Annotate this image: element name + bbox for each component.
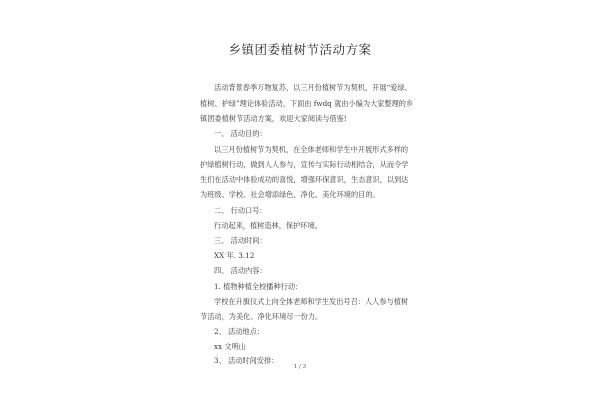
section1-heading: 一、 活动目的： bbox=[214, 129, 267, 138]
section1-line-4: 为班级、学校、社会增添绿色，净化、美化环境的目的。 bbox=[200, 190, 380, 199]
document-title: 乡镇团委植树节活动方案 bbox=[228, 42, 372, 57]
section1-line-1: 以三月份植树节为契机，在全体老师和学生中开展形式多样的 bbox=[214, 145, 409, 154]
section2-text: 行动起来，植树造林，保护环境。 bbox=[214, 221, 322, 230]
intro-line-1: 活动背景春季万物复苏，以三月份植树节为契机，开展“爱绿、 bbox=[214, 83, 412, 92]
section1-line-3: 生们在活动中体验成功的喜悦，增强环保意识，生态意识，以到达 bbox=[200, 175, 409, 184]
section1-line-2: 护绿植树行动，做到人人参与，宣传与实际行动相结合，从而令学 bbox=[200, 160, 409, 169]
section4-item-1: 1. 植物种植全校播种行动： bbox=[214, 282, 303, 291]
section4-item-2: 2、 活动地点： bbox=[214, 327, 264, 336]
section4-line-1: 学校在升旗仪式上向全体老师和学生发出号召：人人参与植树 bbox=[214, 297, 409, 306]
section4-item-3: 3、 活动时间安排： bbox=[214, 356, 279, 365]
intro-line-3: 镇团委植树节活动方案，欢迎大家阅读与借鉴! bbox=[200, 114, 347, 123]
section4-line-2: 节活动，为美化、净化环境尽一份力。 bbox=[200, 312, 323, 321]
section2-heading: 二、 行动口号： bbox=[214, 206, 267, 215]
intro-line-2: 植树、护绿”理论体验活动，下面由 fwdq 就由小编为大家整理的乡 bbox=[200, 99, 414, 108]
section3-heading: 三、 活动时间： bbox=[214, 236, 267, 245]
section4-location: xx 文明山 bbox=[214, 342, 246, 351]
section3-text: XX 年. 3.12 bbox=[214, 251, 255, 260]
page-number: 1 / 3 bbox=[293, 364, 307, 370]
section4-heading: 四、 活动内容： bbox=[214, 266, 267, 275]
